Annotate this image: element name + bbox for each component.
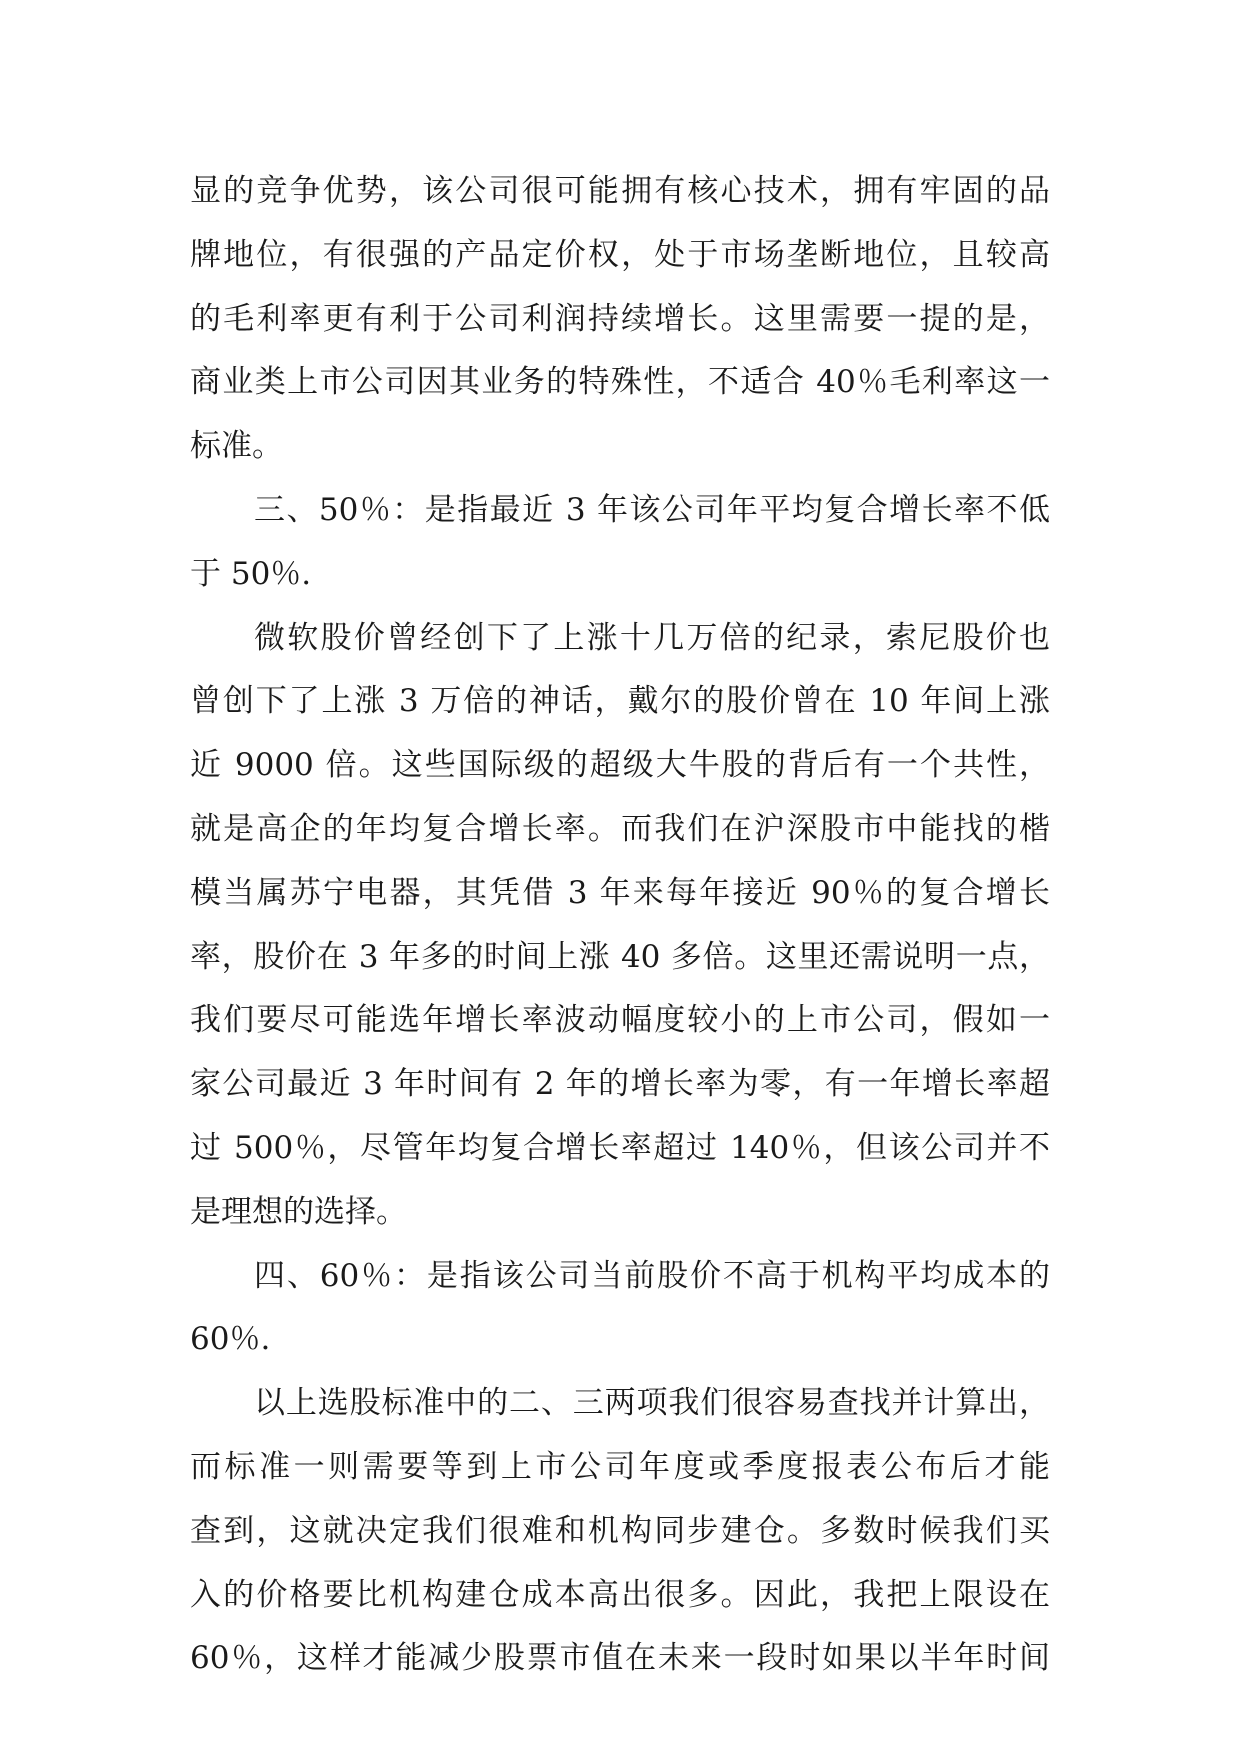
text-line: 查到，这就决定我们很难和机构同步建仓。多数时候我们买 xyxy=(190,1512,1050,1549)
text-line: 模当属苏宁电器，其凭借 3 年来每年接近 90％的复合增长 xyxy=(190,874,1050,911)
text-line: 60％，这样才能减少股票市值在未来一段时如果以半年时间 xyxy=(190,1640,1050,1677)
text-line: 曾创下了上涨 3 万倍的神话，戴尔的股价曾在 10 年间上涨 xyxy=(190,683,1050,720)
paragraph-growth-examples xyxy=(190,607,1050,1245)
text-line: 是理想的选择。 xyxy=(190,1193,407,1230)
paragraph-criteria-summary xyxy=(190,1372,1050,1691)
text-line: 标准。 xyxy=(190,428,283,465)
text-line: 于 50％. xyxy=(190,555,312,592)
paragraph-criterion-three xyxy=(190,479,1050,607)
text-line: 以上选股标准中的二、三两项我们很容易查找并计算出， xyxy=(254,1385,1050,1422)
body-text xyxy=(190,160,1050,1691)
text-line: 近 9000 倍。这些国际级的超级大牛股的背后有一个共性， xyxy=(190,747,1050,784)
text-line: 60％. xyxy=(190,1321,271,1358)
text-line: 微软股价曾经创下了上涨十几万倍的纪录，索尼股价也 xyxy=(254,619,1050,656)
text-line: 显的竞争优势，该公司很可能拥有核心技术，拥有牢固的品 xyxy=(190,173,1050,209)
text-line: 牌地位，有很强的产品定价权，处于市场垄断地位，且较高 xyxy=(190,236,1050,273)
paragraph-gross-margin-continued xyxy=(190,160,1050,479)
text-line: 四、60％：是指该公司当前股价不高于机构平均成本的 xyxy=(254,1257,1050,1294)
paragraph-criterion-four xyxy=(190,1245,1050,1373)
text-line: 过 500％，尽管年均复合增长率超过 140％，但该公司并不 xyxy=(190,1129,1050,1166)
text-line: 率，股价在 3 年多的时间上涨 40 多倍。这里还需说明一点， xyxy=(190,938,1050,975)
text-line: 家公司最近 3 年时间有 2 年的增长率为零，有一年增长率超 xyxy=(190,1066,1050,1103)
text-line: 就是高企的年均复合增长率。而我们在沪深股市中能找的楷 xyxy=(190,810,1050,847)
text-line: 商业类上市公司因其业务的特殊性，不适合 40％毛利率这一 xyxy=(190,364,1050,401)
text-line: 入的价格要比机构建仓成本高出很多。因此，我把上限设在 xyxy=(190,1576,1050,1613)
text-line: 的毛利率更有利于公司利润持续增长。这里需要一提的是， xyxy=(190,300,1050,337)
text-line: 而标准一则需要等到上市公司年度或季度报表公布后才能 xyxy=(190,1448,1050,1485)
text-line: 我们要尽可能选年增长率波动幅度较小的上市公司，假如一 xyxy=(190,1002,1050,1039)
text-line: 三、50％：是指最近 3 年该公司年平均复合增长率不低 xyxy=(254,491,1050,528)
